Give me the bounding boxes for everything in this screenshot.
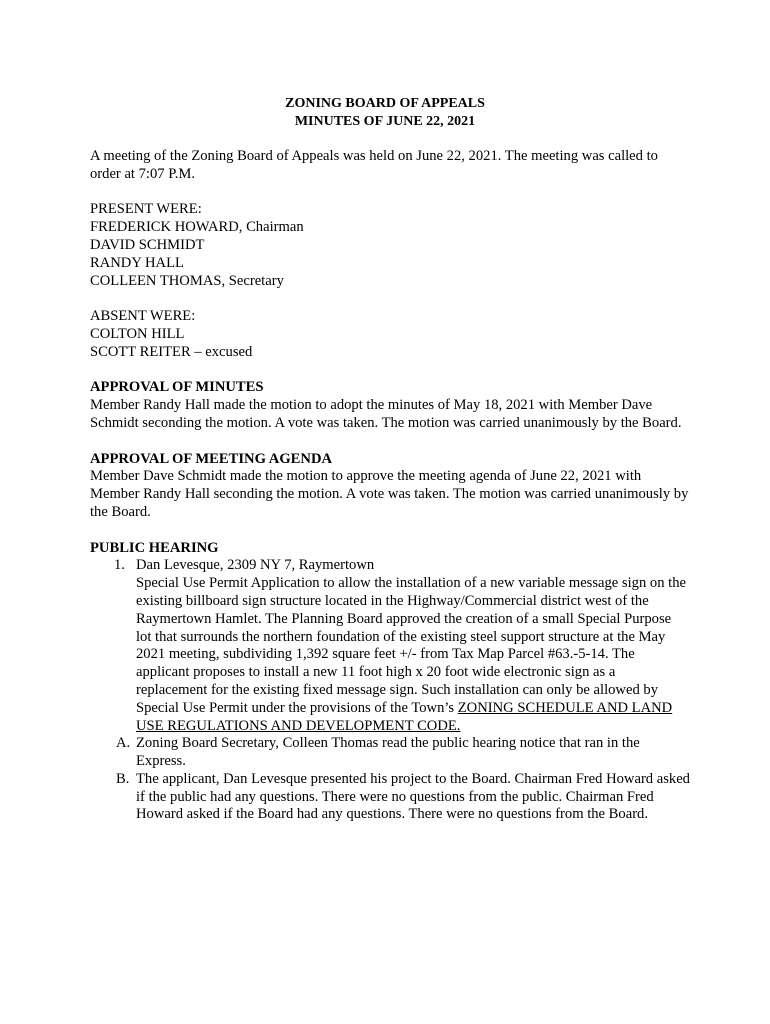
public-hearing-section <box>90 540 690 825</box>
absent-member: SCOTT REITER – excused <box>90 343 253 360</box>
absent-member: COLTON HILL <box>90 325 185 342</box>
present-member: RANDY HALL <box>90 254 184 271</box>
approval-agenda-section <box>90 451 690 522</box>
approval-minutes-text: Member Randy Hall made the motion to adopt the minutes of May 18, 2021 with Member Dave Schmidt seconding the motion. A vote was taken. The motion was carried unanimously by the Board. <box>90 397 682 431</box>
hearing-item-title: Dan Levesque, 2309 NY 7, Raymertown <box>136 557 375 574</box>
present-member: DAVID SCHMIDT <box>90 236 205 253</box>
present-section <box>90 201 690 290</box>
document-title <box>0 95 770 131</box>
list-item <box>90 557 690 735</box>
list-marker: B. <box>116 770 130 787</box>
description-text: Special Use Permit Application to allow the installation of a new variable message sign on the existing billboard sign structure located in the Highway/Commercial district west of the Raymertown Hamlet. The Planning Board approved the creation of a small Special Purpose lot that surrounds the northern foundation of the existing steel support structure at the May 2021 meeting, subdividing 1,392 square feet +/- from Tax Map Parcel #63.-5-14. The applicant proposes to install a new 11 foot high x 20 foot wide electronic sign as a replacement for the existing fixed message sign. Such installation can only be allowed by Special Use Permit under the provisions of the Town’s <box>136 575 686 716</box>
intro-paragraph: A meeting of the Zoning Board of Appeals was held on June 22, 2021. The meeting was called to order at 7:07 P.M. <box>90 148 658 182</box>
list-marker: A. <box>116 735 131 752</box>
title-line-2: MINUTES OF JUNE 22, 2021 <box>294 114 476 129</box>
present-member: COLLEEN THOMAS, Secretary <box>90 272 284 289</box>
hearing-subitem-text: Zoning Board Secretary, Colleen Thomas read the public hearing notice that ran in the Express. <box>136 735 640 770</box>
public-hearing-list <box>90 557 690 824</box>
present-heading: PRESENT WERE: <box>90 201 202 218</box>
absent-section <box>90 308 690 361</box>
approval-minutes-heading: APPROVAL OF MINUTES <box>90 379 264 396</box>
public-hearing-heading: PUBLIC HEARING <box>90 539 219 556</box>
present-member: FREDERICK HOWARD, Chairman <box>90 219 304 236</box>
title-line-1: ZONING BOARD OF APPEALS <box>285 96 485 111</box>
hearing-item-description <box>136 575 690 735</box>
list-item <box>90 771 690 824</box>
list-item <box>90 735 690 771</box>
approval-agenda-heading: APPROVAL OF MEETING AGENDA <box>90 450 333 467</box>
list-marker: 1. <box>114 557 125 574</box>
document-body <box>90 148 690 824</box>
zoning-code-reference: ZONING SCHEDULE AND LAND USE REGULATIONS AND DEVELOPMENT CODE. <box>136 699 673 734</box>
approval-agenda-text: Member Dave Schmidt made the motion to approve the meeting agenda of June 22, 2021 with Member Randy Hall seconding the motion. A vote was taken. The motion was carried unanimously by the Board. <box>90 468 689 520</box>
absent-heading: ABSENT WERE: <box>90 308 196 325</box>
hearing-subitem-text: The applicant, Dan Levesque presented his project to the Board. Chairman Fred Howard asked if the public had any questions. There were no questions from the public. Chairman Fred Howard asked if the Board had any questions. There were no questions from the Board. <box>136 770 690 823</box>
approval-minutes-section <box>90 379 690 432</box>
